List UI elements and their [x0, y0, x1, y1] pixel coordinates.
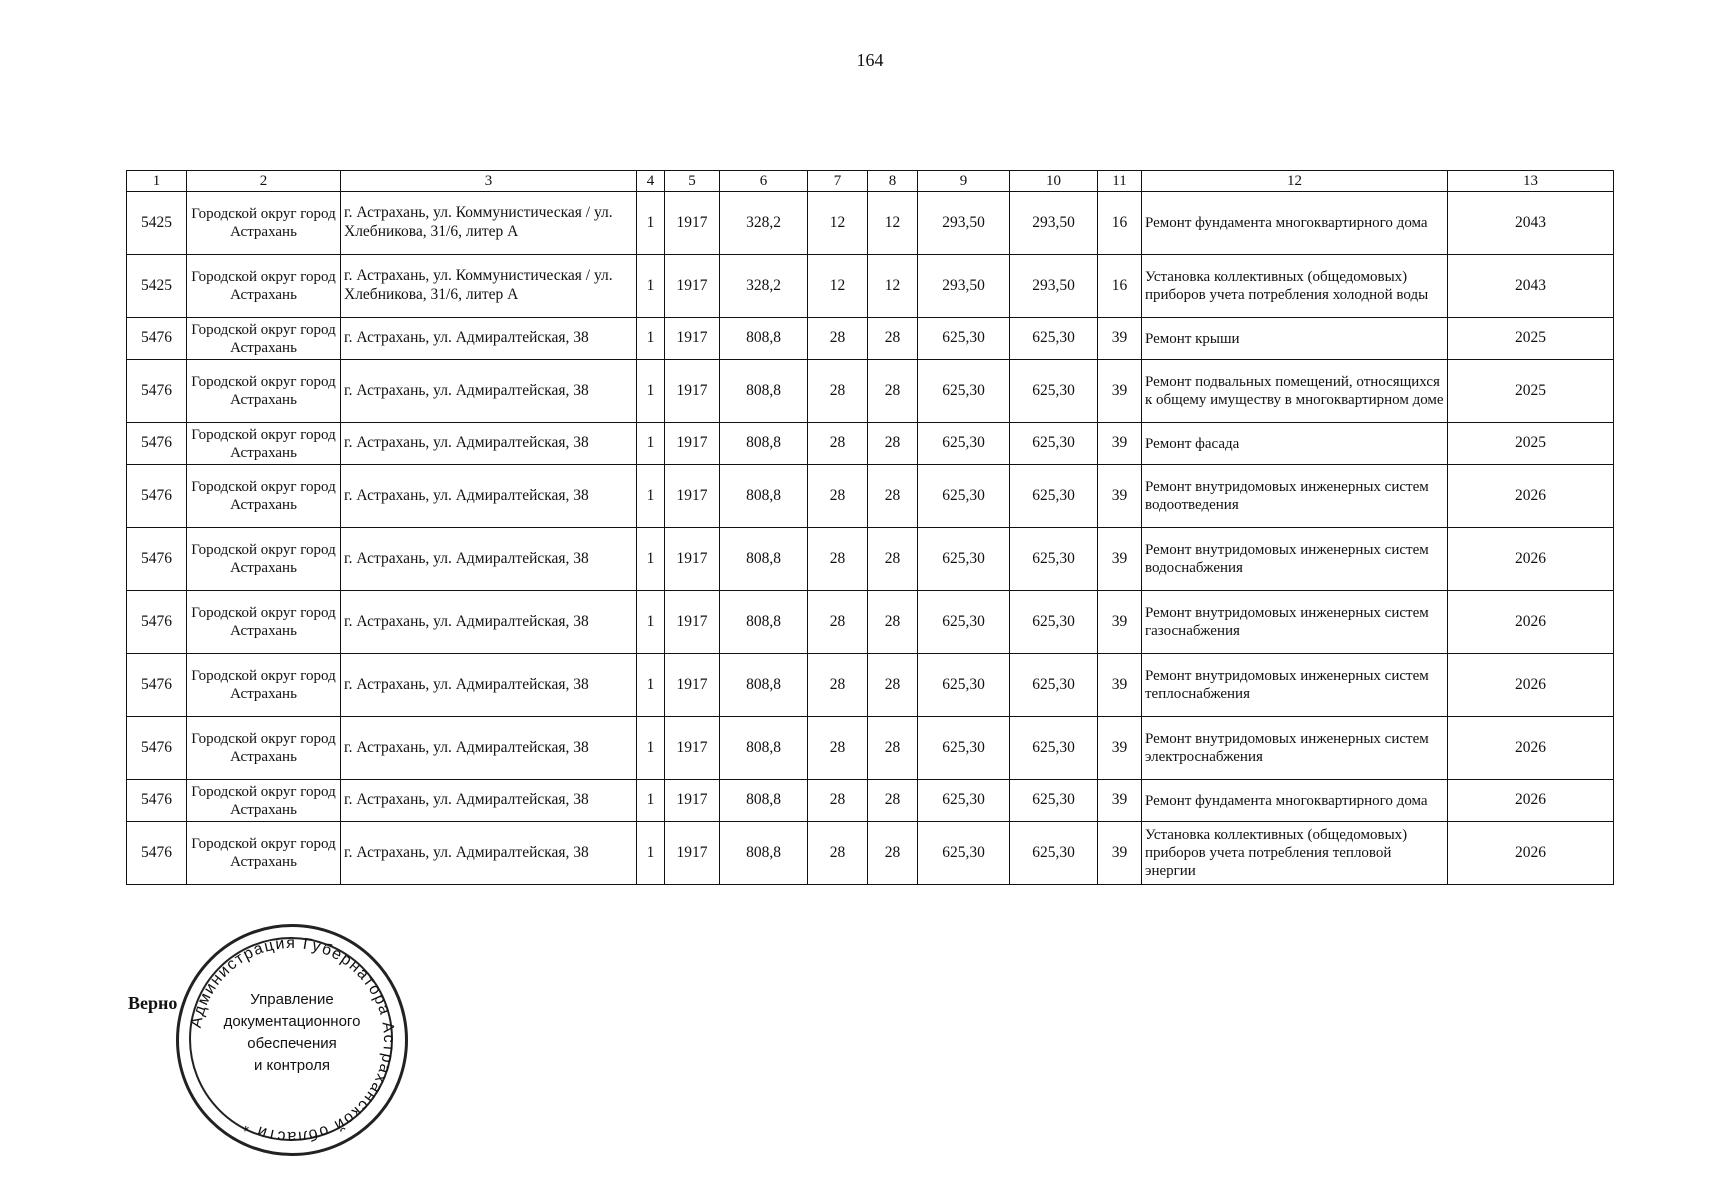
cell-col-10: 625,30	[1010, 822, 1098, 885]
cell-work-type: Установка коллективных (общедомовых) приборов учета потребления тепловой энергии	[1142, 822, 1448, 885]
cell-work-type: Ремонт внутридомовых инженерных систем водоснабжения	[1142, 528, 1448, 591]
cell-plan-year: 2026	[1448, 465, 1614, 528]
cell-col-4: 1	[637, 360, 665, 423]
cell-col-11: 39	[1098, 822, 1142, 885]
column-header-13: 13	[1448, 171, 1614, 192]
attest-label: Верно	[128, 993, 178, 1013]
cell-col-8: 28	[868, 528, 918, 591]
cell-work-type: Установка коллективных (общедомовых) приборов учета потребления холодной воды	[1142, 255, 1448, 318]
cell-work-type: Ремонт внутридомовых инженерных систем газоснабжения	[1142, 591, 1448, 654]
cell-year: 1917	[665, 717, 720, 780]
cell-col-11: 39	[1098, 528, 1142, 591]
cell-col-11: 16	[1098, 255, 1142, 318]
cell-year: 1917	[665, 780, 720, 822]
cell-plan-year: 2025	[1448, 423, 1614, 465]
cell-col-9: 625,30	[918, 822, 1010, 885]
cell-id: 5476	[127, 465, 187, 528]
cell-municipality: Городской округ город Астрахань	[187, 591, 341, 654]
cell-col-10: 625,30	[1010, 423, 1098, 465]
capital-repair-table	[126, 170, 1614, 885]
table-row	[127, 465, 1614, 528]
cell-col-4: 1	[637, 318, 665, 360]
cell-col-4: 1	[637, 654, 665, 717]
cell-col-8: 12	[868, 192, 918, 255]
cell-work-type: Ремонт подвальных помещений, относящихся к общему имуществу в многоквартирном доме	[1142, 360, 1448, 423]
cell-id: 5476	[127, 717, 187, 780]
cell-area: 808,8	[720, 591, 808, 654]
cell-col-8: 28	[868, 780, 918, 822]
cell-col-9: 625,30	[918, 780, 1010, 822]
cell-col-9: 625,30	[918, 528, 1010, 591]
cell-work-type: Ремонт крыши	[1142, 318, 1448, 360]
cell-plan-year: 2043	[1448, 255, 1614, 318]
cell-col-8: 28	[868, 822, 918, 885]
column-header-9: 9	[918, 171, 1010, 192]
cell-col-11: 39	[1098, 717, 1142, 780]
cell-col-9: 625,30	[918, 717, 1010, 780]
cell-area: 328,2	[720, 255, 808, 318]
cell-col-10: 625,30	[1010, 318, 1098, 360]
column-header-10: 10	[1010, 171, 1098, 192]
cell-col-11: 16	[1098, 192, 1142, 255]
column-header-5: 5	[665, 171, 720, 192]
cell-id: 5425	[127, 255, 187, 318]
cell-address: г. Астрахань, ул. Адмиралтейская, 38	[341, 360, 637, 423]
column-header-2: 2	[187, 171, 341, 192]
cell-address: г. Астрахань, ул. Адмиралтейская, 38	[341, 423, 637, 465]
cell-area: 808,8	[720, 528, 808, 591]
cell-col-9: 625,30	[918, 423, 1010, 465]
cell-plan-year: 2043	[1448, 192, 1614, 255]
svg-text:Администрация Губернатора Астр: Администрация Губернатора Астраханской области *	[187, 934, 398, 1146]
cell-work-type: Ремонт внутридомовых инженерных систем водоотведения	[1142, 465, 1448, 528]
cell-year: 1917	[665, 654, 720, 717]
column-header-6: 6	[720, 171, 808, 192]
cell-plan-year: 2026	[1448, 591, 1614, 654]
column-header-3: 3	[341, 171, 637, 192]
cell-col-8: 28	[868, 591, 918, 654]
cell-municipality: Городской округ город Астрахань	[187, 318, 341, 360]
cell-address: г. Астрахань, ул. Адмиралтейская, 38	[341, 717, 637, 780]
cell-col-8: 28	[868, 465, 918, 528]
cell-work-type: Ремонт фундамента многоквартирного дома	[1142, 780, 1448, 822]
cell-id: 5476	[127, 654, 187, 717]
cell-area: 808,8	[720, 717, 808, 780]
cell-col-10: 625,30	[1010, 780, 1098, 822]
cell-municipality: Городской округ город Астрахань	[187, 192, 341, 255]
cell-col-7: 28	[808, 591, 868, 654]
cell-plan-year: 2025	[1448, 318, 1614, 360]
cell-id: 5425	[127, 192, 187, 255]
cell-area: 808,8	[720, 318, 808, 360]
cell-municipality: Городской округ город Астрахань	[187, 780, 341, 822]
table-row	[127, 528, 1614, 591]
cell-municipality: Городской округ город Астрахань	[187, 423, 341, 465]
cell-year: 1917	[665, 360, 720, 423]
cell-address: г. Астрахань, ул. Адмиралтейская, 38	[341, 780, 637, 822]
cell-id: 5476	[127, 780, 187, 822]
cell-col-9: 293,50	[918, 192, 1010, 255]
cell-address: г. Астрахань, ул. Коммунистическая / ул. Хлебникова, 31/6, литер А	[341, 192, 637, 255]
cell-id: 5476	[127, 591, 187, 654]
cell-col-7: 28	[808, 318, 868, 360]
cell-year: 1917	[665, 465, 720, 528]
cell-col-7: 28	[808, 822, 868, 885]
table-row	[127, 255, 1614, 318]
official-seal	[176, 924, 408, 1156]
cell-col-10: 625,30	[1010, 717, 1098, 780]
cell-col-7: 28	[808, 423, 868, 465]
table-row	[127, 717, 1614, 780]
seal-center-text: Управление документационного обеспечения и контроля	[223, 991, 361, 1074]
cell-address: г. Астрахань, ул. Адмиралтейская, 38	[341, 528, 637, 591]
cell-year: 1917	[665, 318, 720, 360]
table-row	[127, 591, 1614, 654]
cell-col-11: 39	[1098, 318, 1142, 360]
cell-col-11: 39	[1098, 591, 1142, 654]
cell-col-7: 12	[808, 255, 868, 318]
page-number: 164	[856, 50, 884, 70]
cell-area: 808,8	[720, 360, 808, 423]
cell-work-type: Ремонт внутридомовых инженерных систем электроснабжения	[1142, 717, 1448, 780]
cell-id: 5476	[127, 822, 187, 885]
cell-col-11: 39	[1098, 654, 1142, 717]
cell-col-9: 625,30	[918, 360, 1010, 423]
table-row	[127, 360, 1614, 423]
cell-col-4: 1	[637, 423, 665, 465]
cell-work-type: Ремонт фасада	[1142, 423, 1448, 465]
cell-id: 5476	[127, 423, 187, 465]
cell-id: 5476	[127, 318, 187, 360]
cell-area: 808,8	[720, 780, 808, 822]
header-row	[127, 171, 1614, 192]
cell-col-4: 1	[637, 255, 665, 318]
cell-municipality: Городской округ город Астрахань	[187, 822, 341, 885]
cell-col-10: 625,30	[1010, 591, 1098, 654]
cell-plan-year: 2025	[1448, 360, 1614, 423]
cell-municipality: Городской округ город Астрахань	[187, 360, 341, 423]
cell-col-9: 625,30	[918, 318, 1010, 360]
cell-col-11: 39	[1098, 780, 1142, 822]
column-header-11: 11	[1098, 171, 1142, 192]
cell-col-8: 28	[868, 360, 918, 423]
cell-col-9: 625,30	[918, 465, 1010, 528]
cell-col-8: 28	[868, 423, 918, 465]
cell-address: г. Астрахань, ул. Адмиралтейская, 38	[341, 318, 637, 360]
cell-col-7: 12	[808, 192, 868, 255]
cell-id: 5476	[127, 528, 187, 591]
cell-plan-year: 2026	[1448, 654, 1614, 717]
cell-municipality: Городской округ город Астрахань	[187, 654, 341, 717]
cell-col-8: 28	[868, 318, 918, 360]
cell-col-10: 293,50	[1010, 192, 1098, 255]
cell-plan-year: 2026	[1448, 717, 1614, 780]
table-row	[127, 654, 1614, 717]
cell-year: 1917	[665, 192, 720, 255]
cell-col-7: 28	[808, 465, 868, 528]
cell-col-7: 28	[808, 528, 868, 591]
cell-plan-year: 2026	[1448, 780, 1614, 822]
cell-col-9: 625,30	[918, 591, 1010, 654]
cell-year: 1917	[665, 528, 720, 591]
cell-area: 808,8	[720, 822, 808, 885]
cell-address: г. Астрахань, ул. Адмиралтейская, 38	[341, 465, 637, 528]
table-row	[127, 822, 1614, 885]
cell-col-10: 625,30	[1010, 528, 1098, 591]
cell-col-4: 1	[637, 465, 665, 528]
cell-address: г. Астрахань, ул. Адмиралтейская, 38	[341, 822, 637, 885]
cell-work-type: Ремонт внутридомовых инженерных систем теплоснабжения	[1142, 654, 1448, 717]
cell-col-11: 39	[1098, 423, 1142, 465]
cell-col-4: 1	[637, 591, 665, 654]
cell-col-11: 39	[1098, 465, 1142, 528]
cell-area: 808,8	[720, 465, 808, 528]
cell-col-10: 293,50	[1010, 255, 1098, 318]
cell-area: 328,2	[720, 192, 808, 255]
column-header-12: 12	[1142, 171, 1448, 192]
cell-municipality: Городской округ город Астрахань	[187, 528, 341, 591]
cell-col-4: 1	[637, 780, 665, 822]
cell-col-4: 1	[637, 822, 665, 885]
cell-col-10: 625,30	[1010, 465, 1098, 528]
table-row	[127, 423, 1614, 465]
cell-plan-year: 2026	[1448, 822, 1614, 885]
cell-plan-year: 2026	[1448, 528, 1614, 591]
cell-col-10: 625,30	[1010, 360, 1098, 423]
cell-col-7: 28	[808, 654, 868, 717]
column-header-1: 1	[127, 171, 187, 192]
cell-col-9: 293,50	[918, 255, 1010, 318]
cell-address: г. Астрахань, ул. Коммунистическая / ул. Хлебникова, 31/6, литер А	[341, 255, 637, 318]
column-header-4: 4	[637, 171, 665, 192]
cell-area: 808,8	[720, 423, 808, 465]
cell-municipality: Городской округ город Астрахань	[187, 465, 341, 528]
cell-year: 1917	[665, 822, 720, 885]
cell-col-11: 39	[1098, 360, 1142, 423]
cell-col-4: 1	[637, 717, 665, 780]
cell-work-type: Ремонт фундамента многоквартирного дома	[1142, 192, 1448, 255]
cell-col-9: 625,30	[918, 654, 1010, 717]
column-header-7: 7	[808, 171, 868, 192]
table-row	[127, 192, 1614, 255]
cell-id: 5476	[127, 360, 187, 423]
cell-year: 1917	[665, 255, 720, 318]
cell-address: г. Астрахань, ул. Адмиралтейская, 38	[341, 591, 637, 654]
cell-address: г. Астрахань, ул. Адмиралтейская, 38	[341, 654, 637, 717]
cell-area: 808,8	[720, 654, 808, 717]
cell-col-7: 28	[808, 717, 868, 780]
cell-year: 1917	[665, 591, 720, 654]
table-row	[127, 318, 1614, 360]
cell-col-7: 28	[808, 360, 868, 423]
cell-col-10: 625,30	[1010, 654, 1098, 717]
cell-col-8: 28	[868, 717, 918, 780]
table-row	[127, 780, 1614, 822]
cell-col-8: 12	[868, 255, 918, 318]
cell-col-4: 1	[637, 528, 665, 591]
cell-col-8: 28	[868, 654, 918, 717]
cell-year: 1917	[665, 423, 720, 465]
cell-municipality: Городской округ город Астрахань	[187, 255, 341, 318]
cell-col-4: 1	[637, 192, 665, 255]
cell-col-7: 28	[808, 780, 868, 822]
cell-municipality: Городской округ город Астрахань	[187, 717, 341, 780]
column-header-8: 8	[868, 171, 918, 192]
